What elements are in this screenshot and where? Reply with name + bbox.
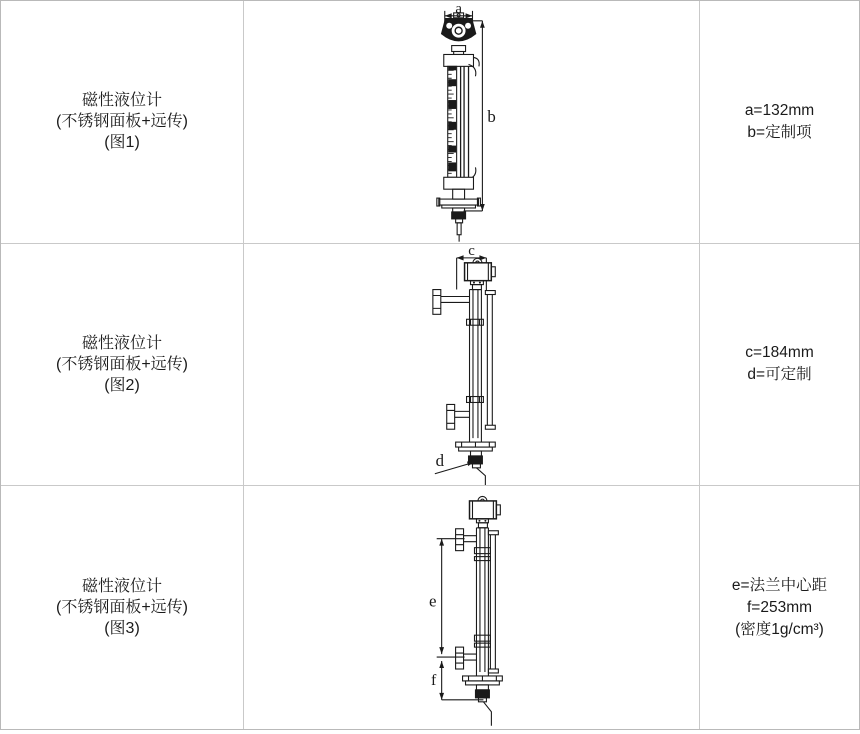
product-subtitle: (不锈钢面板+远传) (55, 355, 188, 373)
product-name: 磁性液位计 (81, 92, 162, 110)
spec-value: f=253mm (746, 598, 813, 616)
product-subtitle: (不锈钢面板+远传) (55, 113, 188, 131)
figure-number: (图1) (104, 134, 140, 152)
dim-label-c: c (468, 243, 475, 259)
level-gauge-drawing-fig2 (244, 244, 699, 486)
technical-drawing-cell-3 (244, 486, 700, 729)
spec-value: c=184mm (745, 344, 814, 362)
product-title-cell-3 (1, 486, 244, 729)
dim-label-b: b (487, 106, 496, 126)
product-title-cell-2 (1, 244, 244, 487)
spec-values-cell-2 (700, 244, 859, 487)
figure-number: (图3) (104, 620, 140, 638)
technical-drawing-cell-1 (244, 1, 700, 244)
figure-number: (图2) (104, 376, 140, 394)
level-gauge-drawing-fig3 (244, 486, 699, 729)
technical-drawing-cell-2 (244, 244, 700, 487)
level-gauge-drawing-fig1 (244, 1, 699, 243)
product-name: 磁性液位计 (81, 334, 162, 352)
product-title-cell-1 (1, 1, 244, 244)
spec-values-cell-1 (700, 1, 859, 244)
spec-value: e=法兰中心距 (731, 576, 828, 594)
spec-values-cell-3 (700, 486, 859, 729)
dim-label-d: d (435, 450, 445, 470)
product-name: 磁性液位计 (81, 578, 162, 596)
spec-value: b=定制项 (747, 123, 812, 141)
dim-label-f: f (431, 672, 437, 690)
product-subtitle: (不锈钢面板+远传) (55, 599, 188, 617)
spec-value: a=132mm (744, 101, 815, 119)
dim-label-a: a (455, 1, 462, 17)
spec-value: (密度1g/cm³) (735, 620, 824, 638)
spec-value: d=可定制 (747, 366, 812, 384)
dim-label-e: e (428, 591, 437, 611)
